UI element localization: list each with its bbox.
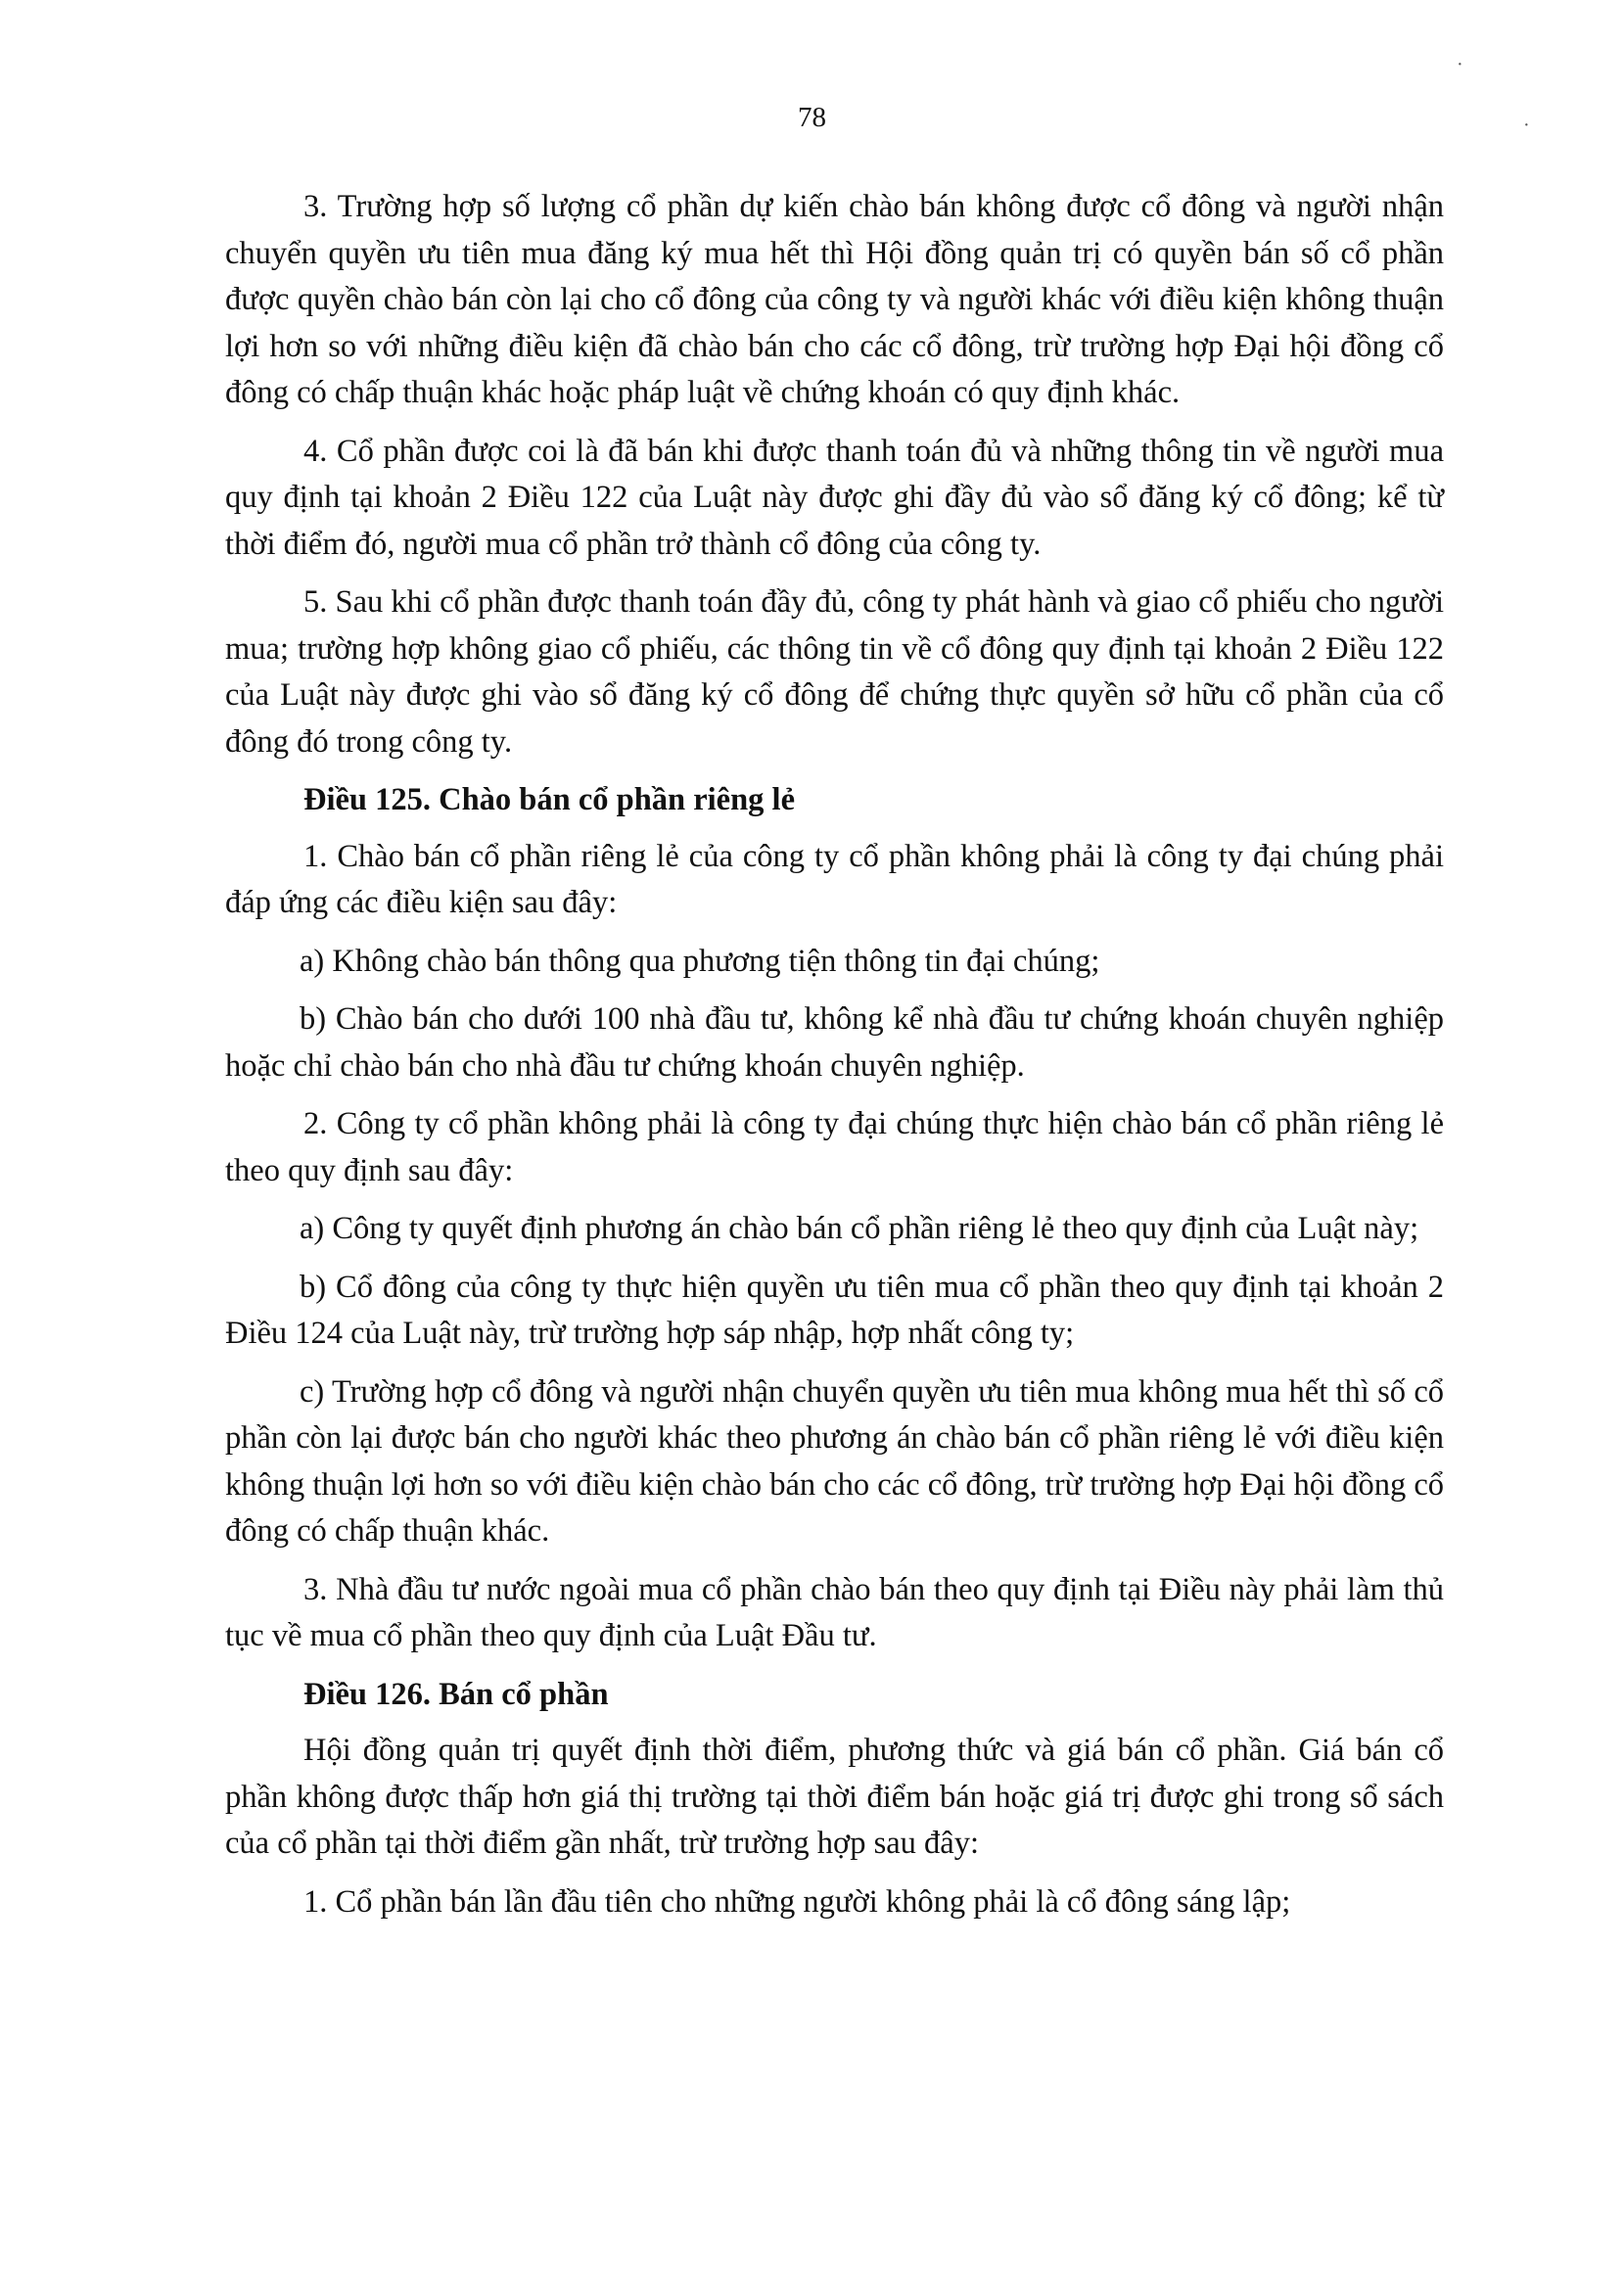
article-125-heading: Điều 125. Chào bán cổ phần riêng lẻ <box>303 782 796 817</box>
paragraph-article-125-clause-1: 1. Chào bán cổ phần riêng lẻ của công ty cổ phần không phải là công ty đại chúng phải đáp ứng các điều kiện sau đây: <box>225 838 1444 920</box>
scan-speck: · <box>1523 115 1530 136</box>
paragraph-clause-4: 4. Cổ phần được coi là đã bán khi được thanh toán đủ và những thông tin về người mua quy định tại khoản 2 Điều 122 của Luật này được ghi đầy đủ vào sổ đăng ký cổ đông; kể từ thời điểm đó, người mua cổ phần trở thành cổ đông của công ty. <box>225 433 1444 562</box>
item-125-1-b: b) Chào bán cho dưới 100 nhà đầu tư, không kể nhà đầu tư chứng khoán chuyên nghiệp hoặc chỉ chào bán cho nhà đầu tư chứng khoán chuyên nghiệp. <box>225 1001 1444 1084</box>
paragraph-article-125-clause-3: 3. Nhà đầu tư nước ngoài mua cổ phần chào bán theo quy định tại Điều này phải làm thủ tục về mua cổ phần theo quy định của Luật Đầu tư. <box>225 1571 1444 1653</box>
item-125-2-c: c) Trường hợp cổ đông và người nhận chuyển quyền ưu tiên mua không mua hết thì số cổ phần còn lại được bán cho người khác theo phương án chào bán cổ phần riêng lẻ với điều kiện không thuận lợi hơn so với điều kiện chào bán cho các cổ đông, trừ trường hợp Đại hội đồng cổ đông có chấp thuận khác. <box>225 1373 1444 1549</box>
paragraph-article-126-clause-1: 1. Cổ phần bán lần đầu tiên cho những người không phải là cổ đông sáng lập; <box>303 1883 1291 1920</box>
item-125-1-a: a) Không chào bán thông qua phương tiện thông tin đại chúng; <box>300 943 1100 979</box>
item-125-2-b: b) Cổ đông của công ty thực hiện quyền ưu tiên mua cổ phần theo quy định tại khoản 2 Điều 124 của Luật này, trừ trường hợp sáp nhập, hợp nhất công ty; <box>225 1269 1444 1351</box>
scan-speck: · <box>1457 54 1463 75</box>
paragraph-article-125-clause-2: 2. Công ty cổ phần không phải là công ty đại chúng thực hiện chào bán cổ phần riêng lẻ theo quy định sau đây: <box>225 1106 1444 1188</box>
page-number: 78 <box>798 102 826 133</box>
item-125-2-a: a) Công ty quyết định phương án chào bán cổ phần riêng lẻ theo quy định của Luật này; <box>300 1211 1419 1246</box>
paragraph-clause-3: 3. Trường hợp số lượng cổ phần dự kiến chào bán không được cổ đông và người nhận chuyển quyền ưu tiên mua đăng ký mua hết thì Hội đồng quản trị có quyền bán số cổ phần được quyền chào bán còn lại cho cổ đông của công ty và người khác với điều kiện không thuận lợi hơn so với những điều kiện đã chào bán cho các cổ đông, trừ trường hợp Đại hội đồng cổ đông có chấp thuận khác hoặc pháp luật về chứng khoán có quy định khác. <box>225 189 1444 410</box>
document-body <box>225 184 1444 1937</box>
paragraph-article-126-intro: Hội đồng quản trị quyết định thời điểm, phương thức và giá bán cổ phần. Giá bán cổ phần không được thấp hơn giá thị trường tại thời điểm bán hoặc giá trị được ghi trong sổ sách của cổ phần tại thời điểm gần nhất, trừ trường hợp sau đây: <box>225 1733 1444 1861</box>
article-126-heading: Điều 126. Bán cổ phần <box>303 1676 609 1712</box>
paragraph-clause-5: 5. Sau khi cổ phần được thanh toán đầy đủ, công ty phát hành và giao cổ phiếu cho người mua; trường hợp không giao cổ phiếu, các thông tin về cổ đông quy định tại khoản 2 Điều 122 của Luật này được ghi vào sổ đăng ký cổ đông để chứng thực quyền sở hữu cổ phần của cổ đông đó trong công ty. <box>225 584 1444 760</box>
